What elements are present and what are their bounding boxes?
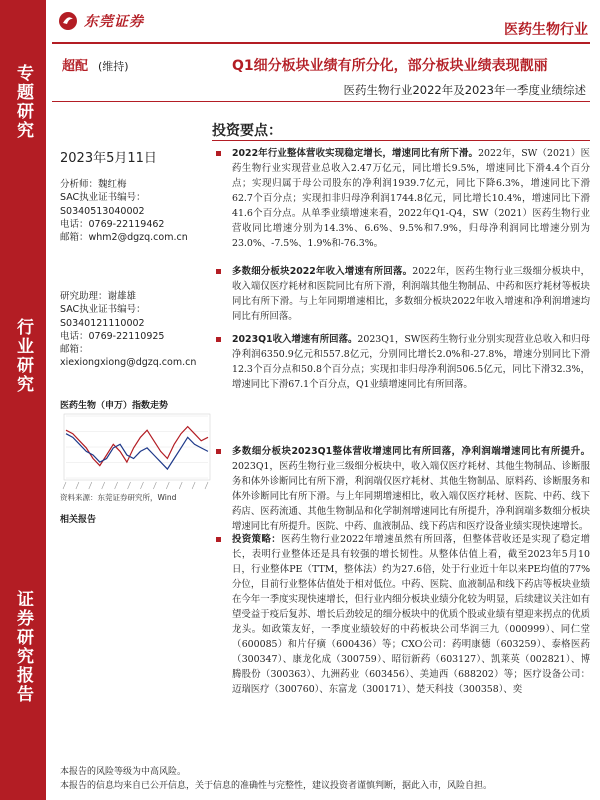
assistant-email-label: 邮箱： [60,344,89,356]
sidebar-label-text: 证券研究报告 [13,590,33,704]
brand-name: 东莞证券 [84,14,144,30]
chart-x-tick [140,482,143,489]
analyst-name: 分析师：魏红梅 [60,179,127,190]
brand-logo-icon [58,11,78,31]
key-point [214,264,590,324]
industry-tag: 医药生物行业 [504,22,588,38]
analyst-sac-label: SAC执业证书编号： [60,192,146,204]
sidebar-label-report [0,590,46,704]
analyst-sac: S0340513040002 [60,205,145,217]
risk-level-note: 本报告的风险等级为中高风险。 [60,767,187,777]
sidebar-label-text: 行业研究 [13,318,33,394]
chart-x-tick [89,482,92,489]
key-point-text: 2022年，医药生物行业三级细分板块中，收入端仅医疗耗材和医院同比有所下滑，利润端其他生物制品、中药和医疗耗材等板块同比有所下滑。与上年同期增速相比，多数细分板块2022年收入增速和净利润增速均同比有所回落。 [232,266,590,322]
brand-logo [58,11,144,31]
key-point [214,532,590,764]
key-point-heading: 多数细分板块2022年收入增速有所回落。 [232,266,413,277]
rating-value: 超配 [62,59,89,74]
bullet-icon [216,537,221,542]
analyst-info [60,178,208,244]
key-point [214,146,590,251]
chart-x-tick [192,482,195,489]
disclaimer [60,765,492,793]
bullet-icon [216,151,221,156]
subtitle-divider [52,101,590,102]
chart-series-line [66,427,208,466]
key-point-heading: 2023Q1收入增速有所回落。 [232,334,358,345]
key-point-text: 2023Q1，医药生物行业三级细分板块中，收入端仅医疗耗材、其他生物制品、诊断服务和体外诊断同比有所下滑，利润端仅医疗耗材、其他生物制品、原料药、诊断服务和体外诊断同比有所下滑。与上年同期增速相比，收入端仅医疗耗材、医院、中药、线下药店、医药流通、其他生物制品和化学制剂增速同比有所提升，净利润端多数细分板块增速同比有所提升。医院、中药、血液制品、线下药店和医疗设备业绩实现快速增长。 [232,461,590,532]
bullet-icon [216,449,221,454]
bullet-icon [216,337,221,342]
related-reports-label: 相关报告 [60,515,97,525]
sidebar-label-industry [0,318,46,394]
key-point-heading: 2022年行业整体营收实现稳定增长，增速同比有所下滑。 [232,148,479,159]
report-date: 2023年5月11日 [60,151,157,166]
chart-x-tick [128,482,131,489]
sidebar-label-special [0,64,46,140]
header-divider [52,42,590,44]
rating [62,55,129,74]
key-point-heading: 多数细分板块2023Q1整体营收增速同比有所回落，净利润端增速同比有所提升。 [232,446,590,457]
chart-x-tick [76,482,79,489]
assistant-info [60,290,208,370]
assistant-email[interactable]: xiexiongxiong@dgzq.com.cn [60,357,197,369]
source-note: 本报告的信息均来自已公开信息，关于信息的准确性与完整性，建议投资者谨慎判断，据此入市，风险自担。 [60,781,493,791]
chart-x-tick [153,482,156,489]
chart-series-line [66,434,208,469]
key-point-text: 医药生物行业2022年增速虽然有所回落，但整体营收还是实现了稳定增长，表明行业整体还是具有较强的增长韧性。从整体估值上看，截至2023年5月10日，行业整体PE（TTM，整体法）约为27.6倍，处于行业近十年以来PE均值的77%分位，目前行业整体估值处于相对低位。中药、医院、血液制品和线下药店等板块业绩在今年一季度实现快速增长，但行业内细分板块业绩分化较为明显，后续建议关注如有望受益于疫后复苏、增长后劲较足的细分板块中的优质个股或业绩有望迎来拐点的优质龙头。如政策友好，一季度业绩较好的中药板块公司华润三九（000999）、同仁堂（600085）和片仔癀（600436）等；CXO公司：药明康德（603259）、泰格医药（300347）、康龙化成（300759）、昭衍新药（603127）、凯莱英（002821）、博腾股份（300363）、九洲药业（603456）、美迪西（688202）等；医疗设备公司：迈瑞医疗（300760）、东富龙（300171）、楚天科技（300358）、奕 [232,534,590,695]
key-point [214,444,590,534]
sidebar-label-text: 专题研究 [13,64,33,140]
analyst-phone: 电话：0769-22119462 [60,218,165,230]
chart-x-tick [166,482,169,489]
key-point-heading: 投资策略： [232,534,282,545]
chart-x-tick [179,482,182,489]
rating-change: (维持) [98,60,129,73]
chart-source: 资料来源：东莞证券研究所，Wind [60,493,177,502]
key-point-text: 2023Q1，SW医药生物行业分别实现营业总收入和归母净利润6350.9亿元和557.8亿元，分别同比增长2.0%和-27.8%，增速分别同比下滑12.3个百分点和50.8个百分点；实现扣非归母净利润506.5亿元，同比下滑32.3%，增速同比下滑67.1个百分点，Q1业绩增速同比有所回落。 [232,334,590,390]
chart-title: 医药生物（申万）指数走势 [60,401,169,411]
bullet-icon [216,269,221,274]
report-subtitle: 医药生物行业2022年及2023年一季度业绩综述 [343,83,586,97]
assistant-sac: S0340121110002 [60,317,145,329]
chart-x-tick [102,482,105,489]
left-sidebar [0,0,46,800]
section-divider [212,140,590,141]
chart-x-tick [115,482,118,489]
report-title: Q1细分板块业绩有所分化，部分板块业绩表现靓丽 [232,58,548,74]
assistant-sac-label: SAC执业证书编号： [60,304,146,316]
assistant-name: 研究助理：谢雄雄 [60,291,137,302]
chart-x-tick [205,482,208,489]
assistant-phone: 电话：0769-22110925 [60,330,165,342]
key-point [214,332,590,392]
key-point-text: 2022年，SW（2021）医药生物行业实现营业总收入2.47万亿元，同比增长9.5%，增速同比下滑4.4个百分点；实现归属于母公司股东的净利润1939.7亿元，同比下降6.3%，增速同比下滑62.7个百分点；实现扣非归母净利润1744.8亿元，同比增长10.4%，增速同比下滑41.6个百分点。从单季业绩增速来看，2022年Q1-Q4，SW（2021）医药生物行业营收同比增速分别为14.3%、6.6%、9.5%和7.9%，归母净利润同比增速分别为23.0%、-7.5%、1.9%和-76.3%。 [232,148,590,249]
section-heading: 投资要点： [212,123,282,139]
analyst-email[interactable]: 邮箱：whm2@dgzq.com.cn [60,232,188,244]
chart-x-tick [63,482,66,489]
